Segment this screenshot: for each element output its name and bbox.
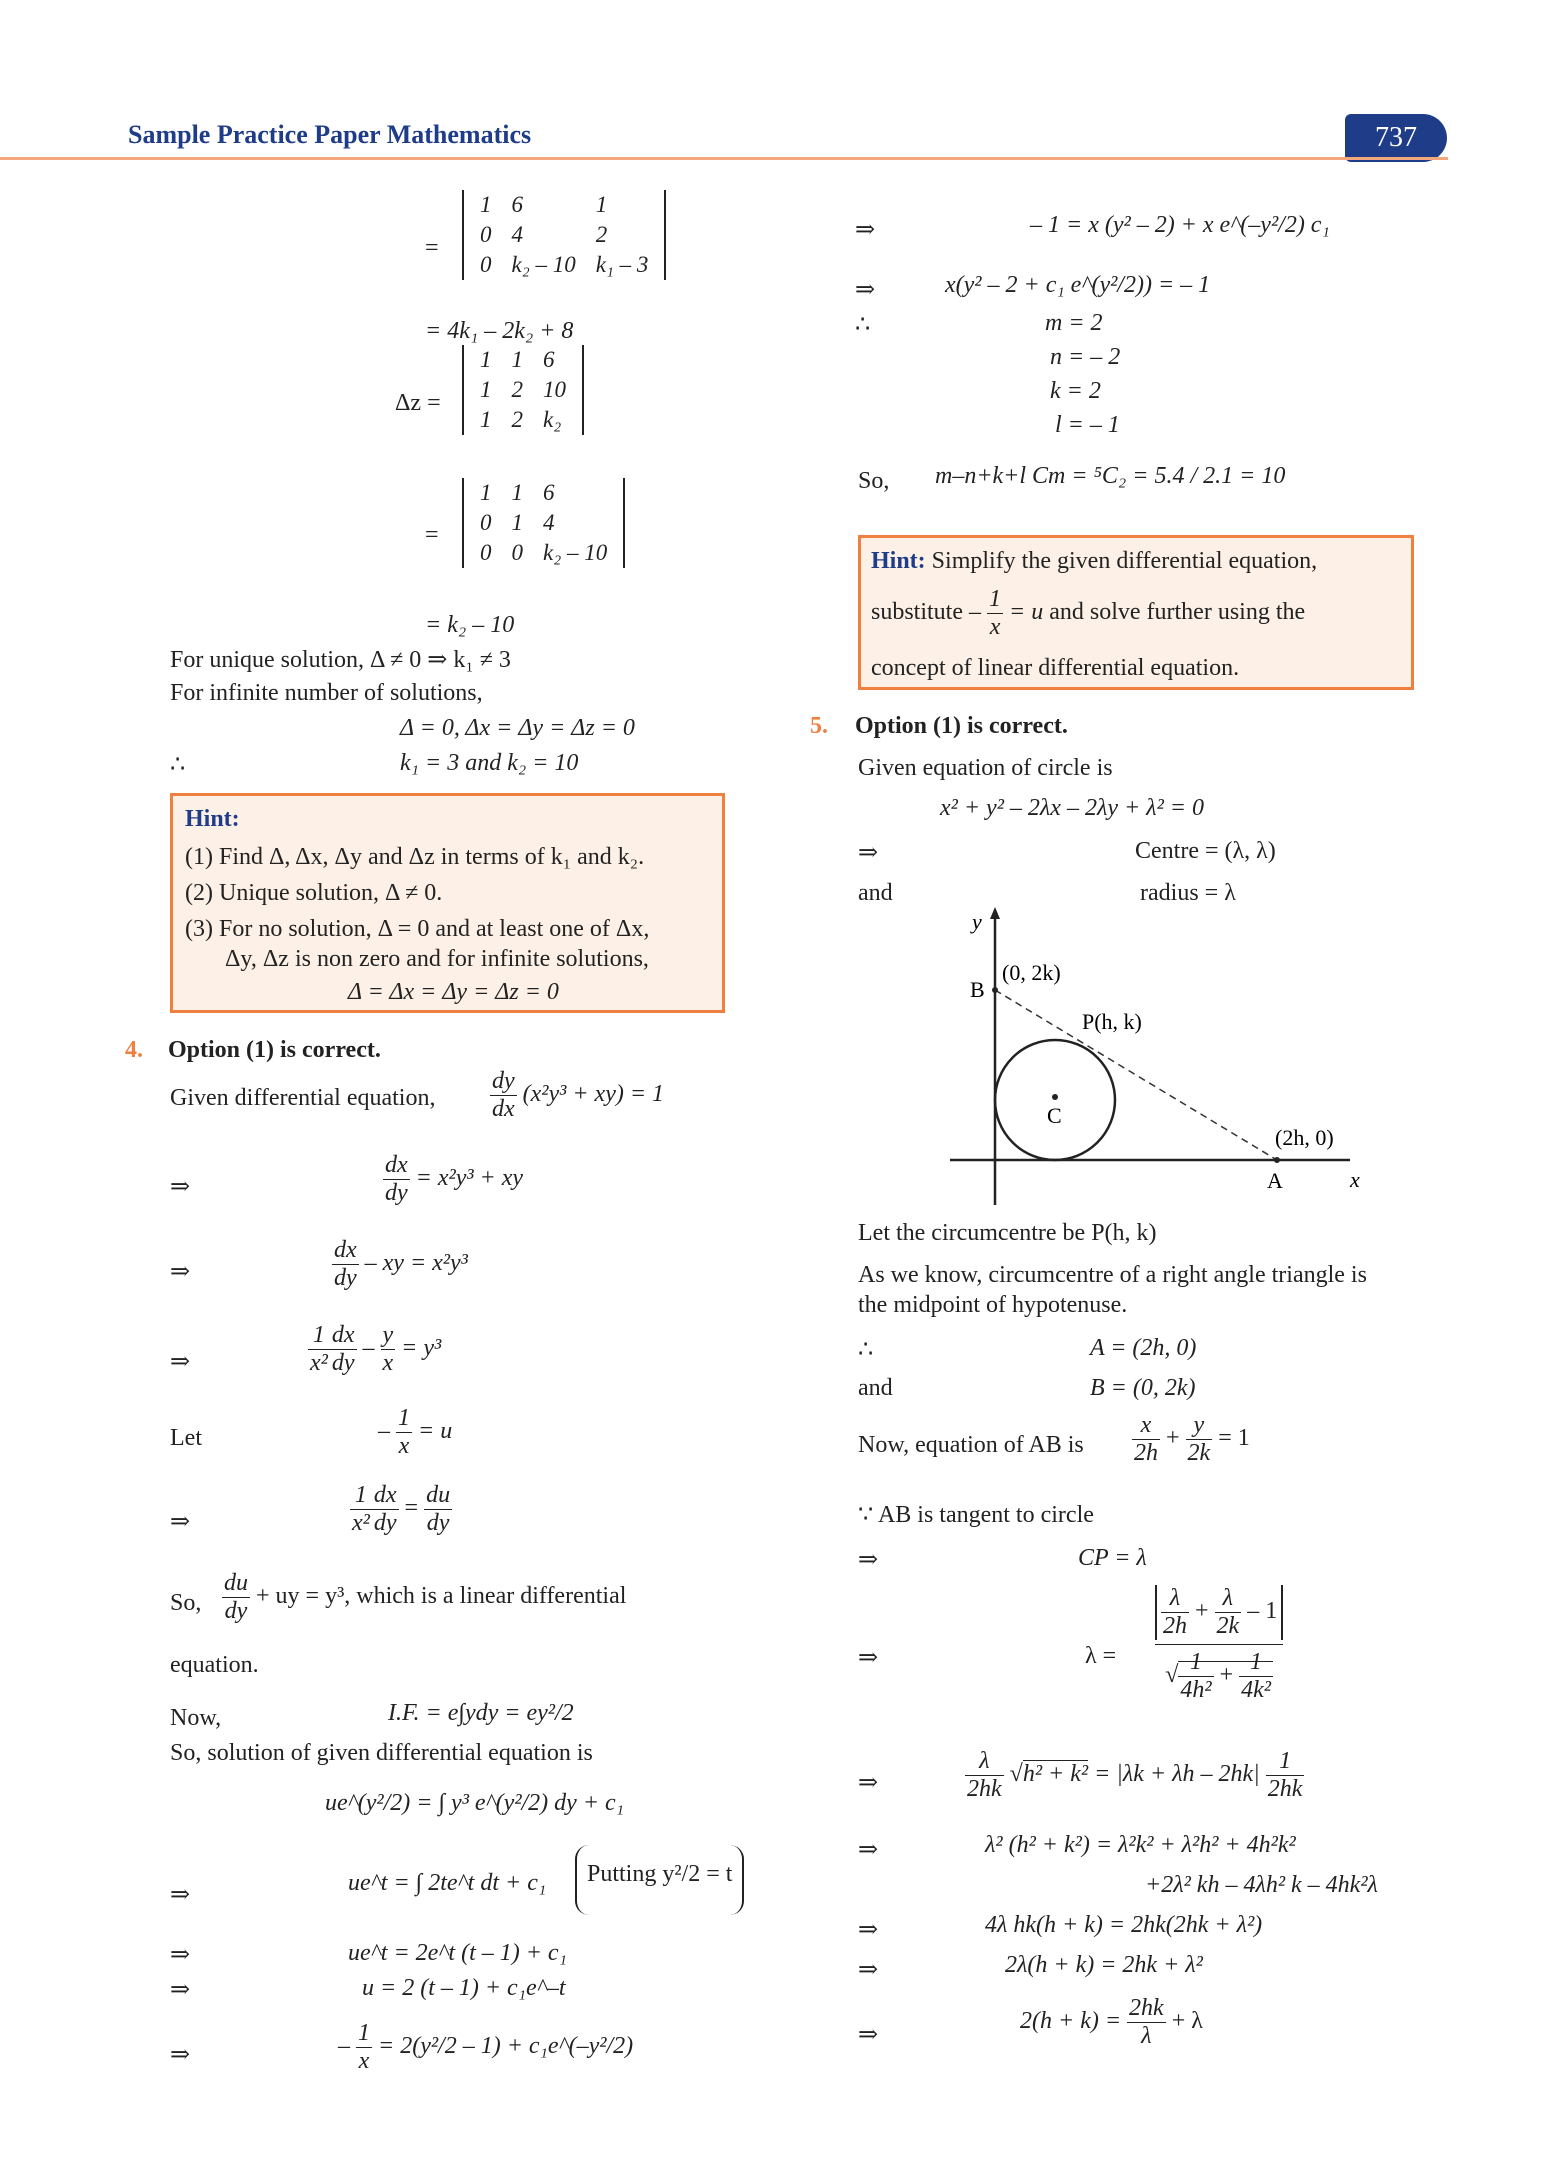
q5-centre: Centre = (λ, λ) bbox=[1135, 838, 1276, 864]
determinant-2-row bbox=[470, 375, 576, 405]
determinant-3-cell: 1 bbox=[511, 480, 523, 505]
determinant-3-cell: k₂ – 10 bbox=[543, 540, 608, 565]
q5-step-2b: +2λ² kh – 4λh² k – 4hk²λ bbox=[1145, 1872, 1378, 1898]
determinant-1-cell: 2 bbox=[595, 222, 608, 247]
delta-z-label: Δz = bbox=[395, 390, 441, 416]
implies-arrow: ⇒ bbox=[170, 1509, 191, 1535]
implies-arrow: ⇒ bbox=[858, 1547, 879, 1573]
implies-arrow: ⇒ bbox=[170, 1942, 191, 1968]
q5-know-line-2: the midpoint of hypotenuse. bbox=[858, 1292, 1128, 1318]
value-l: l = – 1 bbox=[1055, 412, 1120, 438]
q4-let-rhs: = u bbox=[418, 1418, 453, 1445]
determinant-1-row bbox=[470, 190, 658, 220]
implies-arrow: ⇒ bbox=[170, 1174, 191, 1200]
q5-step-1: $\frac{\lambda}{2hk}$ √h² + k² = |λk + λh – 2hk| $\frac{1}{2hk}$ bbox=[967, 1748, 1303, 1802]
q5-know-line-1: As we know, circumcentre of a right angle triangle is bbox=[858, 1262, 1367, 1288]
q4-let-substitution: – $\frac{1}{x}$ = u bbox=[378, 1405, 453, 1459]
determinant-2-cell: 2 bbox=[511, 377, 523, 402]
q4-linear-eq: $\frac{du}{dy}$ + uy = y³, which is a linear differential bbox=[224, 1570, 627, 1624]
question-4-heading: Option (1) is correct. bbox=[168, 1037, 381, 1063]
value-m: m = 2 bbox=[1045, 310, 1103, 336]
implies-arrow: ⇒ bbox=[170, 1349, 191, 1375]
combination-result: m–n+k+l Cm = ⁵C₂ = 5.4 / 2.1 = 10 bbox=[935, 463, 1286, 489]
determinant-2-row bbox=[470, 345, 576, 375]
implies-arrow: ⇒ bbox=[858, 1917, 879, 1943]
determinant-1-cell: 1 bbox=[595, 192, 608, 217]
q5-step-5-lhs: 2(h + k) = bbox=[1020, 2008, 1122, 2035]
point-a bbox=[1274, 1157, 1280, 1163]
determinant-2-cell: k₂ bbox=[543, 407, 562, 432]
hint-right-title: Hint: bbox=[871, 548, 926, 574]
q5-step-1-rhs: = |λk + λh – 2hk| bbox=[1094, 1761, 1260, 1788]
y-axis-arrowhead bbox=[990, 907, 1000, 919]
implies-arrow: ⇒ bbox=[170, 2042, 191, 2068]
hint-item-3: (3) For no solution, Δ = 0 and at least one of Δx, bbox=[185, 916, 650, 942]
implies-arrow: ⇒ bbox=[170, 1882, 191, 1908]
implies-arrow: ⇒ bbox=[858, 1957, 879, 1983]
condition-line-1: Δ = 0, Δx = Δy = Δz = 0 bbox=[400, 715, 635, 741]
determinant-1-cell: 4 bbox=[511, 222, 523, 247]
q4-given-text: Given differential equation, bbox=[170, 1085, 436, 1111]
q4-solution-4: u = 2 (t – 1) + c₁e^–t bbox=[362, 1975, 566, 2001]
determinant-2-cell: 1 bbox=[511, 347, 523, 372]
page-header-title: Sample Practice Paper Mathematics bbox=[128, 120, 532, 149]
implies-arrow: ⇒ bbox=[855, 277, 876, 303]
implies-arrow: ⇒ bbox=[855, 217, 876, 243]
q5-circle-equation: x² + y² – 2λx – 2λy + λ² = 0 bbox=[940, 795, 1204, 821]
implies-arrow: ⇒ bbox=[170, 1259, 191, 1285]
q4-solution-5: – $\frac{1}{x}$ = 2(y²/2 – 1) + c₁e^(–y²/2) bbox=[338, 2020, 634, 2074]
label-a-coord: (2h, 0) bbox=[1275, 1125, 1334, 1150]
implies-arrow: ⇒ bbox=[858, 1837, 879, 1863]
determinant-1-row bbox=[470, 250, 658, 280]
determinant-3-row bbox=[470, 538, 617, 568]
result-line-b: = k₂ – 10 bbox=[425, 612, 515, 638]
condition-line-2: k₁ = 3 and k₂ = 10 bbox=[400, 750, 579, 776]
hint-right-line-3: concept of linear differential equation. bbox=[871, 655, 1240, 681]
question-4-number: 4. bbox=[125, 1037, 143, 1063]
equals-sign-2: = bbox=[425, 522, 439, 548]
implies-arrow: ⇒ bbox=[858, 1770, 879, 1796]
therefore-symbol: ∴ bbox=[855, 312, 871, 338]
determinant-1-cell: 0 bbox=[480, 222, 492, 247]
determinant-3-row bbox=[470, 508, 617, 538]
hint-right-line-1 bbox=[871, 548, 1317, 575]
equals-sign: = bbox=[425, 235, 439, 261]
q5-ab-equation-text: Now, equation of AB is bbox=[858, 1432, 1084, 1458]
q5-and-label: and bbox=[858, 880, 893, 906]
q4-step-3-rhs: = y³ bbox=[401, 1335, 442, 1362]
point-b bbox=[992, 987, 998, 993]
determinant-3-cell: 1 bbox=[511, 510, 523, 535]
determinant-3-cell: 4 bbox=[543, 510, 555, 535]
q5-and-label-2: and bbox=[858, 1375, 893, 1401]
q4-putting-text: Putting y²/2 = t bbox=[587, 1861, 733, 1887]
centre-point bbox=[1052, 1094, 1058, 1100]
x-axis-label: x bbox=[1350, 1167, 1360, 1192]
determinant-2 bbox=[462, 345, 584, 435]
q4-now-label: Now, bbox=[170, 1705, 222, 1731]
y-axis-label: y bbox=[972, 909, 982, 934]
q4-given-fraction: $\frac{dy}{dx}$ (x²y³ + xy) = 1 bbox=[492, 1068, 665, 1122]
q4-linear-eq-text: + uy = y³, which is a linear differential bbox=[256, 1583, 627, 1610]
therefore-symbol: ∴ bbox=[858, 1337, 874, 1363]
hint-right-solve: and solve further using the bbox=[1049, 599, 1306, 626]
q4-putting-brace bbox=[575, 1845, 744, 1915]
q4-step-1: $\frac{dx}{dy}$ = x²y³ + xy bbox=[385, 1152, 524, 1206]
q5-step-5: 2(h + k) = $\frac{2hk}{\lambda}$ + λ bbox=[1020, 1995, 1203, 2049]
label-p: P(h, k) bbox=[1082, 1009, 1142, 1034]
label-a: A bbox=[1267, 1168, 1283, 1193]
determinant-1-cell: k₁ – 3 bbox=[595, 252, 649, 277]
q4-solution-2: ue^t = ∫ 2te^t dt + c₁ bbox=[348, 1870, 547, 1896]
determinant-3-cell: 0 bbox=[480, 510, 492, 535]
determinant-3-cell: 0 bbox=[511, 540, 523, 565]
q5-step-3: 4λ hk(h + k) = 2hk(2hk + λ²) bbox=[985, 1912, 1263, 1938]
unique-solution-text: For unique solution, Δ ≠ 0 ⇒ k₁ ≠ 3 bbox=[170, 647, 511, 673]
determinant-2-row bbox=[470, 405, 576, 435]
q5-tangent-text: ∵ AB is tangent to circle bbox=[858, 1502, 1094, 1528]
label-b-coord: (0, 2k) bbox=[1002, 960, 1061, 985]
q4-step-2-rhs: – xy = x²y³ bbox=[364, 1250, 468, 1277]
right-line-2: x(y² – 2 + c₁ e^(y²/2)) = – 1 bbox=[945, 272, 1211, 298]
circle-figure bbox=[940, 905, 1380, 1205]
q5-ab-equation: $\frac{x}{2h}$ + $\frac{y}{2k}$ = 1 bbox=[1134, 1412, 1250, 1466]
hint-box-right bbox=[858, 535, 1414, 690]
label-c: C bbox=[1047, 1103, 1062, 1128]
q4-let-label: Let bbox=[170, 1425, 202, 1451]
q4-integrating-factor: I.F. = e∫ydy = ey²/2 bbox=[388, 1700, 574, 1726]
determinant-2-cell: 10 bbox=[543, 377, 566, 402]
q4-given-equation: (x²y³ + xy) = 1 bbox=[522, 1081, 665, 1108]
infinite-solutions-text: For infinite number of solutions, bbox=[170, 680, 483, 706]
determinant-3-row bbox=[470, 478, 617, 508]
q5-given-text: Given equation of circle is bbox=[858, 755, 1113, 781]
implies-arrow: ⇒ bbox=[858, 1645, 879, 1671]
determinant-1 bbox=[462, 190, 666, 280]
determinant-2-cell: 1 bbox=[480, 347, 492, 372]
therefore-symbol: ∴ bbox=[170, 752, 186, 778]
q5-let-circumcentre: Let the circumcentre be P(h, k) bbox=[858, 1220, 1157, 1246]
hint-right-substitute: substitute bbox=[871, 599, 964, 626]
determinant-1-cell: 1 bbox=[480, 192, 492, 217]
label-b: B bbox=[970, 977, 985, 1002]
determinant-3-cell: 0 bbox=[480, 540, 492, 565]
determinant-3 bbox=[462, 478, 625, 568]
right-so-label: So, bbox=[858, 468, 890, 494]
hint-title: Hint: bbox=[185, 806, 240, 832]
hint-item-4: Δy, Δz is non zero and for infinite solutions, bbox=[225, 946, 649, 972]
q4-step-2: $\frac{dx}{dy}$ – xy = x²y³ bbox=[334, 1237, 468, 1291]
q5-distance-formula: $\frac{\lambda}{2h}$ + $\frac{\lambda}{2k}$ – 1 √ $\frac{1}{\text{4h²}}$ + $\frac{1}{\text{4k²}}$ bbox=[1155, 1585, 1283, 1704]
q4-solution-3: ue^t = 2e^t (t – 1) + c₁ bbox=[348, 1940, 567, 1966]
determinant-2-cell: 1 bbox=[480, 377, 492, 402]
determinant-2-cell: 2 bbox=[511, 407, 523, 432]
q4-solution-5-rhs: = 2(y²/2 – 1) + c₁e^(–y²/2) bbox=[378, 2033, 634, 2060]
determinant-2-cell: 1 bbox=[480, 407, 492, 432]
hint-right-line-2: substitute – $\frac{1}{x}$ = u and solve further using the bbox=[871, 586, 1306, 640]
hint-item-1: (1) Find Δ, Δx, Δy and Δz in terms of k₁ and k₂. bbox=[185, 844, 645, 870]
q5-point-b: B = (0, 2k) bbox=[1090, 1375, 1196, 1401]
q4-step-4: $\frac{1}{\text{x²}}$ $\frac{dx}{dy}$ = $\frac{du}{dy}$ bbox=[352, 1482, 451, 1536]
question-5-number: 5. bbox=[810, 713, 828, 739]
q4-step-3: $\frac{1}{\text{x²}}$ $\frac{dx}{dy}$ – $\frac{y}{x}$ = y³ bbox=[310, 1322, 442, 1376]
determinant-3-cell: 1 bbox=[480, 480, 492, 505]
q4-step-4-eq: = bbox=[404, 1495, 419, 1522]
hint-box-left bbox=[170, 793, 725, 1013]
hint-right-text-1: Simplify the given differential equation, bbox=[931, 548, 1318, 574]
determinant-2-cell: 6 bbox=[543, 347, 555, 372]
implies-arrow: ⇒ bbox=[170, 1977, 191, 2003]
q4-solution-1: ue^(y²/2) = ∫ y³ e^(y²/2) dy + c₁ bbox=[325, 1790, 625, 1816]
value-n: n = – 2 bbox=[1050, 344, 1121, 370]
q5-step-4: 2λ(h + k) = 2hk + λ² bbox=[1005, 1952, 1203, 1978]
right-line-1: – 1 = x (y² – 2) + x e^(–y²/2) c₁ bbox=[1030, 212, 1330, 238]
q4-solution-intro: So, solution of given differential equation is bbox=[170, 1740, 593, 1766]
q4-so-label: So, bbox=[170, 1590, 202, 1616]
q5-step-2: λ² (h² + k²) = λ²k² + λ²h² + 4h²k² bbox=[985, 1832, 1296, 1858]
implies-arrow: ⇒ bbox=[858, 2022, 879, 2048]
determinant-1-cell: 6 bbox=[511, 192, 523, 217]
q5-lambda-label: λ = bbox=[1085, 1643, 1117, 1669]
q4-step-1-rhs: = x²y³ + xy bbox=[415, 1165, 524, 1192]
hint-item-5: Δ = Δx = Δy = Δz = 0 bbox=[348, 979, 559, 1005]
q5-radius: radius = λ bbox=[1140, 880, 1236, 906]
q4-equation-word: equation. bbox=[170, 1652, 259, 1678]
q5-point-a: A = (2h, 0) bbox=[1090, 1335, 1197, 1361]
header-divider bbox=[0, 157, 1448, 160]
q5-cp-eq: CP = λ bbox=[1078, 1545, 1147, 1571]
hint-item-2: (2) Unique solution, Δ ≠ 0. bbox=[185, 880, 443, 906]
implies-arrow: ⇒ bbox=[858, 840, 879, 866]
question-5-heading: Option (1) is correct. bbox=[855, 713, 1068, 739]
determinant-1-row bbox=[470, 220, 658, 250]
determinant-3-cell: 6 bbox=[543, 480, 555, 505]
value-k: k = 2 bbox=[1050, 378, 1101, 404]
determinant-1-cell: k₂ – 10 bbox=[511, 252, 576, 277]
determinant-1-cell: 0 bbox=[480, 252, 492, 277]
result-line-a: = 4k₁ – 2k₂ + 8 bbox=[425, 318, 574, 344]
page-number-badge: 737 bbox=[1345, 114, 1447, 162]
